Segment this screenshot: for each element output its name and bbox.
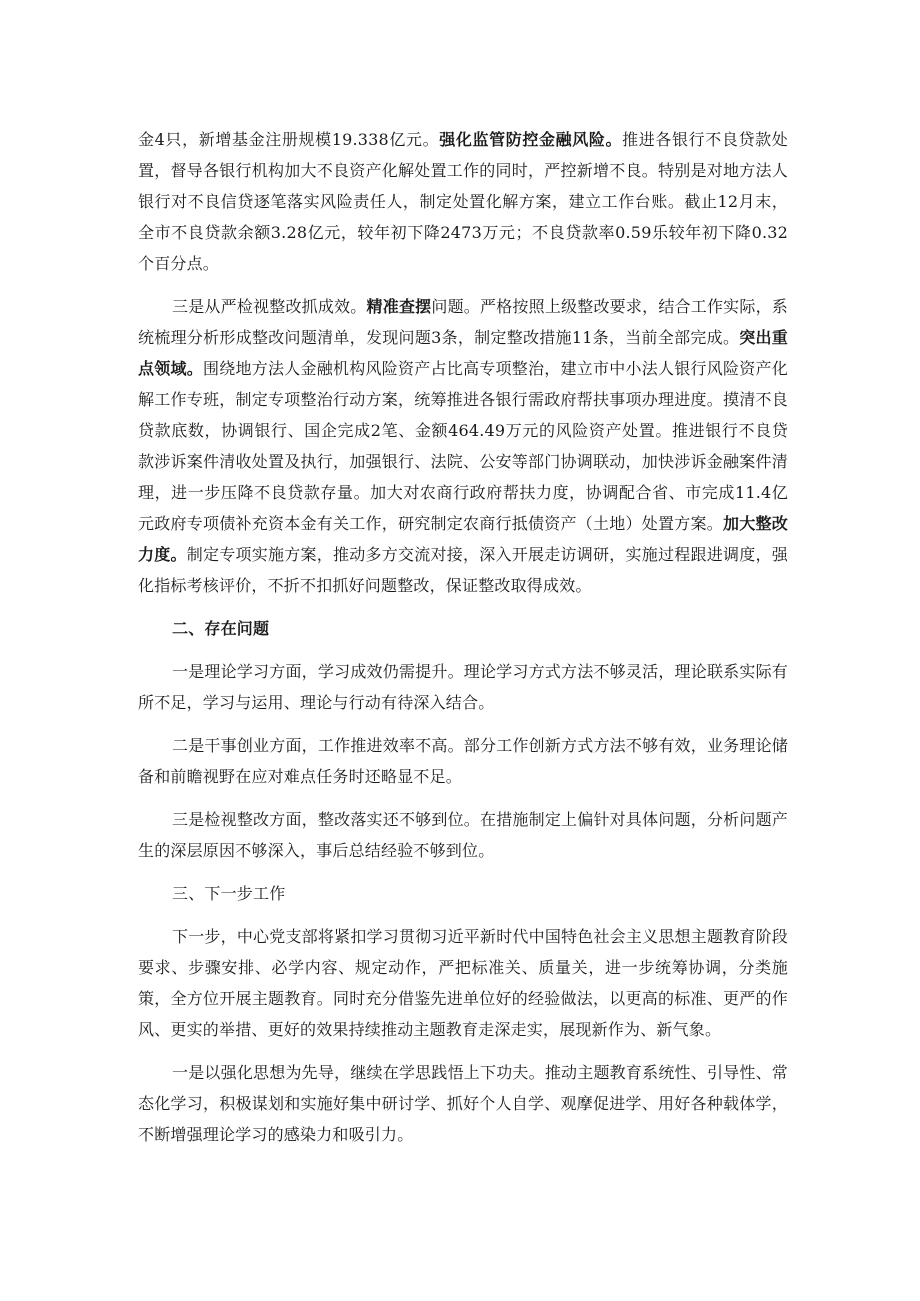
paragraph-work-efficiency: 二是干事创业方面，工作推进效率不高。部分工作创新方式方法不够有效，业务理论储备和前瞻视野在应对难点任务时还略显不足。 — [138, 736, 788, 786]
text-span: 制定专项实施方案，推动多方交流对接，深入开展走访调研，实施过程跟进调度，强化指标考核评价，不折不扣抓好问题整改，保证整改取得成效。 — [138, 545, 788, 595]
bold-phrase: 强化监管防控金融风险。 — [439, 130, 623, 149]
text-span: 推进各银行不良贷款处置，督导各银行机构加大不良资产化解处置工作的同时，严控新增不良。特别是对地方法人银行对不良信贷逐笔落实风险责任人，制定处置化解方案，建立工作台账。截止12月末，全市不良贷款余额3.28亿元，较年初下降2473万元；不良贷款率0.59乐较年初下降0.32个百分点。 — [138, 130, 788, 273]
paragraph-theory-study: 一是理论学习方面，学习成效仍需提升。理论学习方式方法不够灵活，理论联系实际有所不足，学习与运用、理论与行动有待深入结合。 — [138, 662, 788, 712]
paragraph-rectification — [138, 291, 788, 601]
paragraph-rectification-gaps: 三是检视整改方面，整改落实还不够到位。在措施制定上偏针对具体问题，分析问题产生的深层原因不够深入，事后总结经验不够到位。 — [138, 810, 788, 860]
text-span: 围绕地方法人金融机构风险资产占比高专项整治，建立市中小法人银行风险资产化解工作专班，制定专项整治行动方案，统筹推进各银行需政府帮扶事项办理进度。摸清不良贷款底数，协调银行、国企完成2笔、金额464.49万元的风险资产处置。推进银行不良贷款涉诉案件清收处置及执行，加强银行、法院、公安等部门协调联动，加快涉诉金融案件清理，进一步压降不良贷款存量。加大对农商行政府帮扶力度，协调配合省、市完成11.4亿元政府专项债补充资本金有关工作，研究制定农商行抵债资产（土地）处置方案。 — [138, 359, 788, 533]
bold-phrase: 精准查摆 — [366, 297, 432, 316]
text-span: 三是从严检视整改抓成效。 — [172, 297, 367, 316]
section-heading-problems: 二、存在问题 — [172, 619, 270, 638]
bold-phrase: 突出重点领域。 — [138, 328, 789, 378]
paragraph-strengthen-thinking: 一是以强化思想为先导，继续在学思践悟上下功夫。推动主题教育系统性、引导性、常态化学习，积极谋划和实施好集中研讨学、抓好个人自学、观摩促进学、用好各种载体学，不断增强理论学习的感染力和吸引力。 — [138, 1063, 788, 1144]
paragraph-next-step-plan: 下一步，中心党支部将紧扣学习贯彻习近平新时代中国特色社会主义思想主题教育阶段要求、步骤安排、必学内容、规定动作，严把标准关、质量关，进一步统筹协调，分类施策，全方位开展主题教育。同时充分借鉴先进单位好的经验做法，以更高的标准、更严的作风、更实的举措、更好的效果持续推动主题教育走深走实，展现新作为、新气象。 — [138, 927, 788, 1039]
section-heading-next-steps: 三、下一步工作 — [172, 884, 286, 903]
document-page — [138, 124, 788, 1150]
bold-phrase: 加大整改力度。 — [138, 514, 788, 564]
paragraph-financial-risk — [138, 124, 788, 279]
text-span: 金4只，新增基金注册规模19.338亿元。 — [138, 130, 440, 149]
text-span: 问题。严格按照上级整改要求，结合工作实际，系统梳理分析形成整改问题清单，发现问题3条，制定整改措施11条，当前全部完成。 — [138, 297, 788, 347]
